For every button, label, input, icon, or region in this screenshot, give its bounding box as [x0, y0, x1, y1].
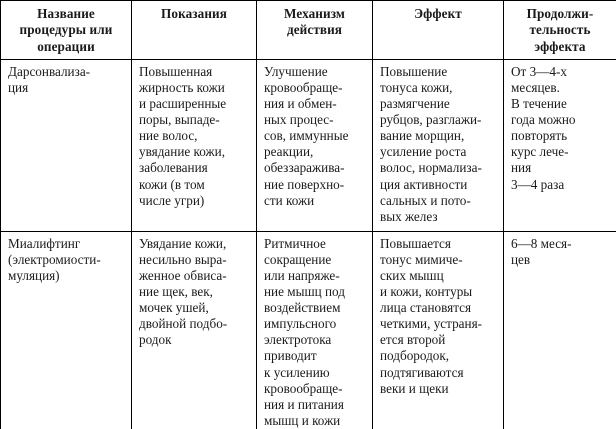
cell-effect: [373, 59, 504, 231]
cell-indications: [132, 231, 257, 429]
cell-procedure-name-text: Дарсонвализа- ция: [8, 64, 124, 96]
cell-effect: [373, 231, 504, 429]
cell-duration: [504, 59, 616, 231]
table-row: [1, 231, 616, 429]
column-header-indications: [132, 1, 257, 60]
cell-procedure-name: [1, 59, 132, 231]
cell-procedure-name-text: Миалифтинг (электромиости- муляция): [8, 236, 124, 284]
cell-duration-text: От 3—4-х месяцев. В течение года можно повторять курс лече- ния 3—4 раза: [511, 64, 609, 193]
cell-procedure-name: [1, 231, 132, 429]
cell-duration: [504, 231, 616, 429]
column-header-procedure-name: [1, 1, 132, 60]
column-header-procedure-name-text: Название процедуры или операции: [8, 6, 124, 55]
column-header-duration: [504, 1, 616, 60]
cell-indications: [132, 59, 257, 231]
table-header-row: [1, 1, 616, 60]
cell-mechanism: [257, 59, 373, 231]
cell-effect-text: Повышение тонуса кожи, размягчение рубцов, разглажи- вание морщин, усиление роста волос, нормализа- ция активности сальных и пото- вых желез: [380, 64, 496, 225]
cell-indications-text: Увядание кожи, несильно выра- женное обвиса- ние щек, век, мочек ушей, двойной подбо- родок: [139, 236, 249, 349]
cell-duration-text: 6—8 меся- цев: [511, 236, 609, 268]
column-header-effect: [373, 1, 504, 60]
cell-indications-text: Повышенная жирность кожи и расширенные поры, выпаде- ние волос, увядание кожи, заболевания кожи (в том числе угри): [139, 64, 249, 209]
cell-mechanism: [257, 231, 373, 429]
column-header-duration-text: Продолжи- тельность эффекта: [511, 6, 609, 55]
column-header-indications-text: Показания: [139, 6, 249, 22]
column-header-mechanism-text: Механизм действия: [264, 6, 365, 39]
table-row: [1, 59, 616, 231]
cell-mechanism-text: Ритмичное сокращение или напряже- ние мышц под воздействием импульсного электротока приводит к усилению кровообраще- ния и питания мышц и кожи: [264, 236, 365, 429]
column-header-mechanism: [257, 1, 373, 60]
cell-mechanism-text: Улучшение кровообраще- ния и обмен- ных процес- сов, иммунные реакции, обеззаражива- ние поверхно- сти кожи: [264, 64, 365, 209]
cell-effect-text: Повышается тонус мимиче- ских мышц и кожи, контуры лица становятся четкими, устраня- ется второй подбородок, подтягиваются веки и щеки: [380, 236, 496, 397]
column-header-effect-text: Эффект: [380, 6, 496, 22]
